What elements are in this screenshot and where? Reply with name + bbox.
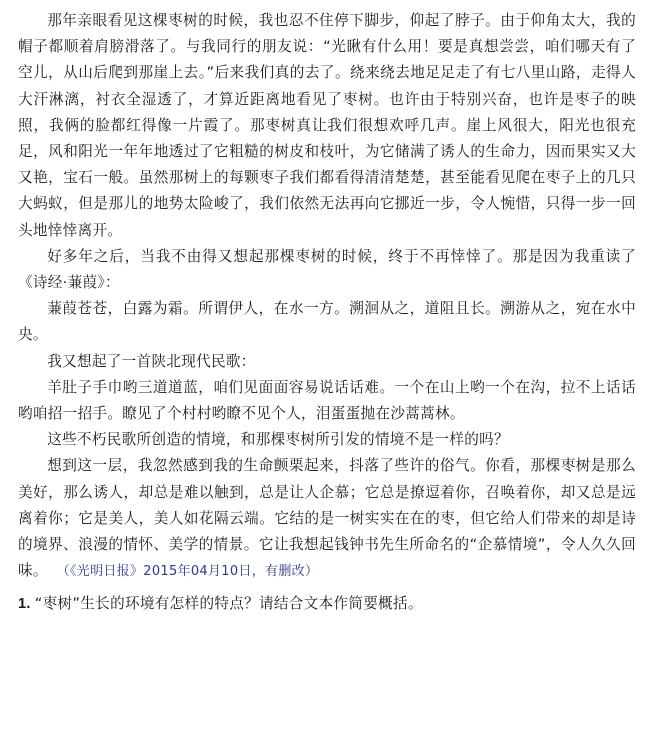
source-note-wrap xyxy=(48,564,318,579)
folk-song: 羊肚子手巾哟三道道蓝，咱们见面面容易说话话难。一个在山上哟一个在沟，拉不上话话哟咱招一招手。瞭见了个村村哟瞭不见个人，泪蛋蛋抛在沙蒿蒿林。 xyxy=(18,378,636,423)
paragraph-4: 这些不朽民歌所创造的情境，和那棵枣树所引发的情境不是一样的吗？ xyxy=(47,431,509,449)
question-number: 1. xyxy=(18,596,31,613)
poem-jianjia: 蒹葭苍苍，白露为霜。所谓伊人，在水一方。溯洄从之，道阻且长。溯游从之，宛在水中央。 xyxy=(18,300,636,344)
paragraph-3: 我又想起了一首陕北现代民歌： xyxy=(47,352,256,370)
paragraph-5 xyxy=(18,453,636,585)
document-body xyxy=(18,8,636,617)
paragraph-2: 好多年之后，当我不由得又想起那棵枣树的时候，终于不再悻悻了。那是因为我重读了《诗经·蒹葭》： xyxy=(18,247,636,292)
paragraph-1: 那年亲眼看见这棵枣树的时候，我也忍不住停下脚步，仰起了脖子。由于仰角太大，我的帽子都顺着肩膀滑落了。与我同行的朋友说：“光瞅有什么用！要是真想尝尝，咱们哪天有了空儿，从山后爬到那崖上去。”后来我们真的去了。绕来绕去地足足走了有七八里山路，走得人大汗淋漓，衬衣全湿透了，才算近距离地看见了枣树。也许由于特别兴奋，也许是枣子的映照，我俩的脸都红得像一片霞了。那枣树真让我们很想欢呼几声。崖上风很大，阳光也很充足，风和阳光一年年地透过了它粗糙的树皮和枝叶，为它储满了诱人的生命力，因而果实又大又艳，宝石一般。虽然那树上的每颗枣子我们都看得清清楚楚，甚至能看见爬在枣子上的几只大蚂蚁，但是那儿的地势太险峻了，我们依然无法再向它挪近一步，令人惋惜，只得一步一回头地悻悻离开。 xyxy=(18,12,636,239)
question-1 xyxy=(18,591,636,617)
question-text: “枣树”生长的环境有怎样的特点？请结合文本作简要概括。 xyxy=(34,595,423,613)
paragraph-5-text: 想到这一层，我忽然感到我的生命颤栗起来，抖落了些许的俗气。你看，那棵枣树是那么美好，那么诱人，却总是难以触到，总是让人企慕；它总是撩逗着你，召唤着你，却又总是远离着你；它是美人，美人如花隔云端。它结的是一树实实在在的枣，但它给人们带来的却是诗的境界、浪漫的情怀、美学的情景。它让我想起钱钟书先生所命名的“企慕情境”，令人久久回味。 xyxy=(18,457,636,580)
source-note: （《光明日报》2015年04月10日，有删改） xyxy=(56,564,319,580)
